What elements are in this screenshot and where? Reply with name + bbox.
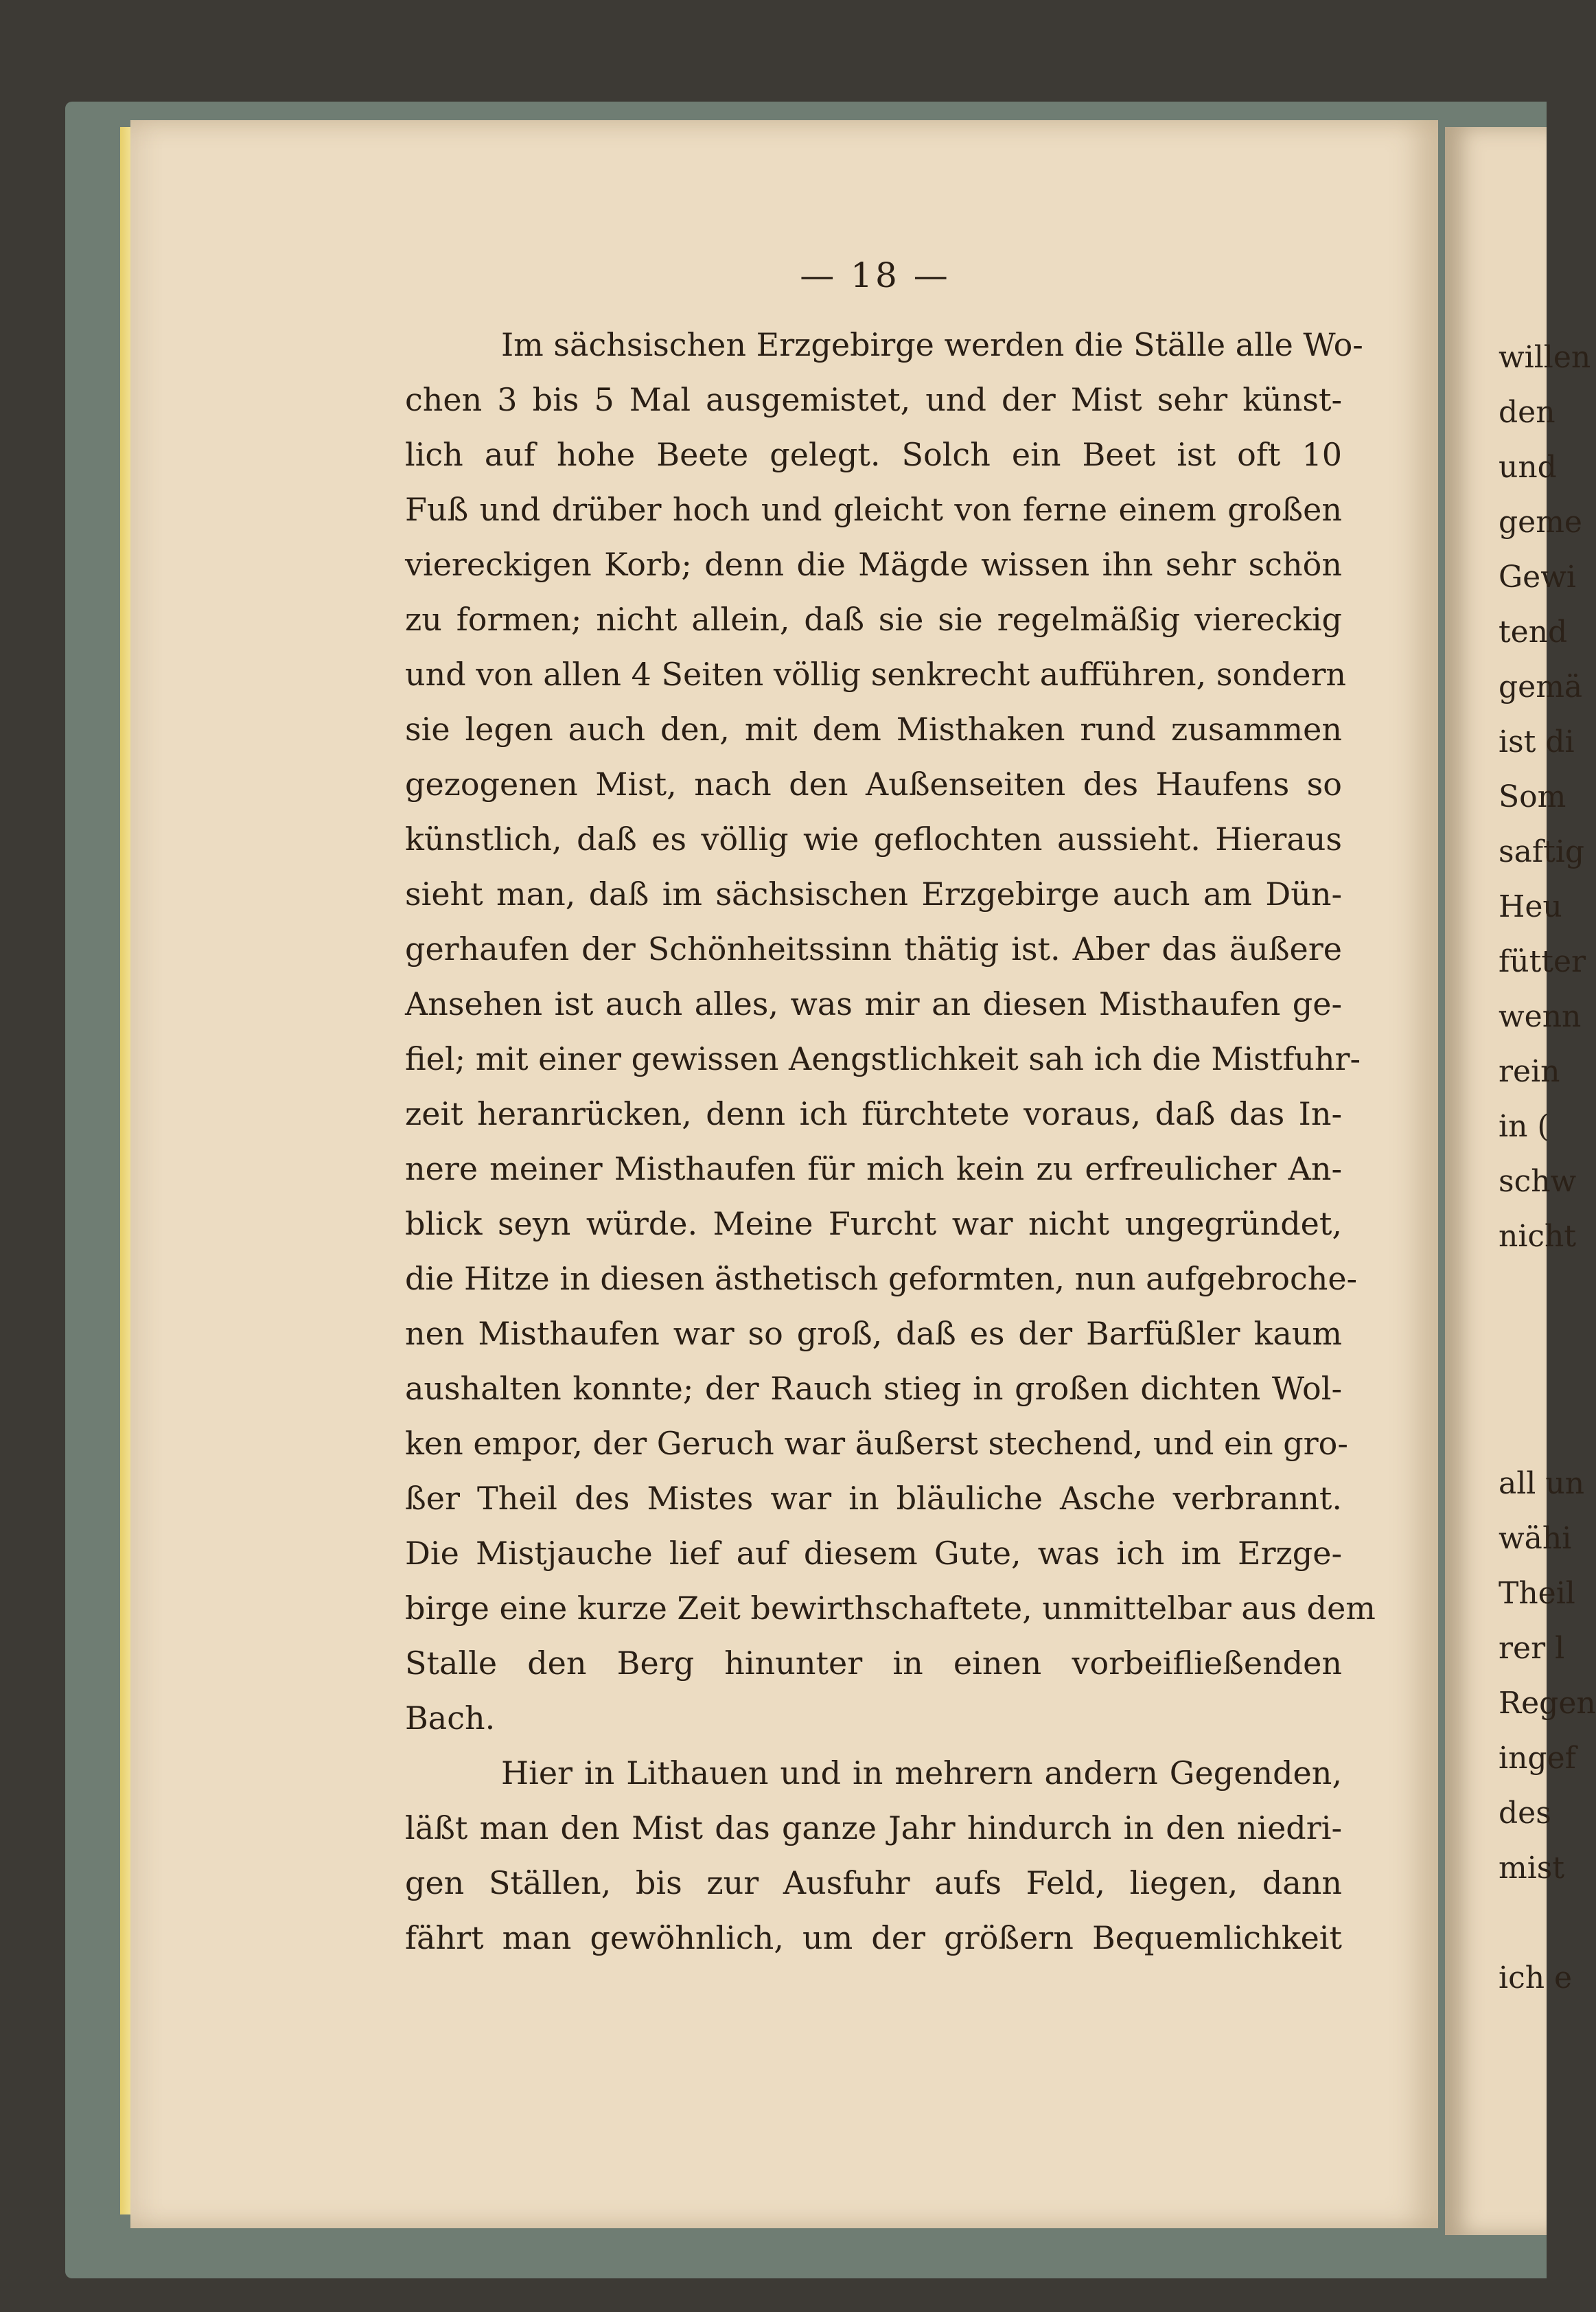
right-page-fragment: mist: [1499, 1851, 1565, 1886]
text-line: Bach.: [405, 1699, 496, 1737]
right-page-fragment: fütter: [1499, 944, 1586, 979]
text-line: zu formen; nicht allein, daß sie sie regelmäßig viereckig: [405, 601, 1342, 638]
text-line: sie legen auch den, mit dem Misthaken rund zusammen: [405, 711, 1342, 748]
right-page-fragment: rer l: [1499, 1631, 1565, 1666]
text-line: Die Mistjauche lief auf diesem Gute, was ich im Erzge-: [405, 1535, 1342, 1572]
text-line: künstlich, daß es völlig wie geflochten aussieht. Hieraus: [405, 821, 1342, 858]
text-line: aushalten konnte; der Rauch stieg in großen dichten Wol-: [405, 1370, 1342, 1407]
text-line: fährt man gewöhnlich, um der größern Bequemlichkeit: [405, 1919, 1342, 1956]
right-page-fragment: Gewi: [1499, 560, 1576, 595]
text-line: läßt man den Mist das ganze Jahr hindurch in den niedri-: [405, 1809, 1342, 1846]
body-text: [405, 317, 1376, 1965]
text-line: sieht man, daß im sächsischen Erzgebirge auch am Dün-: [405, 875, 1342, 913]
text-line: Ansehen ist auch alles, was mir an diesen Misthaufen ge-: [405, 985, 1342, 1022]
text-line: Im sächsischen Erzgebirge werden die Ställe alle Wo-: [501, 326, 1363, 363]
text-line: Stalle den Berg hinunter in einen vorbeifließenden: [405, 1645, 1342, 1682]
text-line: gerhaufen der Schönheitssinn thätig ist. Aber das äußere: [405, 930, 1342, 968]
text-line: blick seyn würde. Meine Furcht war nicht ungegründet,: [405, 1205, 1342, 1242]
right-page-fragment: rein: [1499, 1054, 1560, 1089]
right-page-fragment: Regen: [1499, 1686, 1596, 1721]
text-line: und von allen 4 Seiten völlig senkrecht aufführen, sondern: [405, 656, 1347, 693]
text-line: zeit heranrücken, denn ich fürchtete voraus, daß das In-: [405, 1095, 1342, 1132]
text-line: ßer Theil des Mistes war in bläuliche Asche verbrannt.: [405, 1480, 1342, 1517]
text-line: Fuß und drüber hoch und gleicht von ferne einem großen: [405, 491, 1342, 528]
right-page-fragment: wenn: [1499, 999, 1582, 1034]
right-page-fragment: in (: [1499, 1109, 1549, 1144]
right-page-fragment: geme: [1499, 505, 1582, 540]
right-page-fragment: ist di: [1499, 724, 1575, 759]
text-line: viereckigen Korb; denn die Mägde wissen ihn sehr schön: [405, 546, 1342, 583]
right-page-fragment: wähi: [1499, 1521, 1572, 1556]
right-page-fragment: all un: [1499, 1466, 1585, 1501]
right-page-fragment: gemä: [1499, 669, 1583, 705]
right-page-edge: [1445, 127, 1596, 2235]
right-page-fragment: Heu: [1499, 889, 1562, 924]
right-page-fragment: tend: [1499, 615, 1568, 650]
right-page-fragment: nicht: [1499, 1219, 1577, 1254]
page-number: — 18 —: [800, 255, 951, 295]
text-line: ken empor, der Geruch war äußerst stechend, und ein gro-: [405, 1425, 1348, 1462]
text-line: Hier in Lithauen und in mehrern andern Gegenden,: [501, 1754, 1342, 1792]
text-line: nere meiner Misthaufen für mich kein zu erfreulicher An-: [405, 1150, 1342, 1187]
text-line: fiel; mit einer gewissen Aengstlichkeit sah ich die Mistfuhr-: [405, 1040, 1361, 1077]
text-line: gezogenen Mist, nach den Außenseiten des Haufens so: [405, 766, 1342, 803]
text-line: chen 3 bis 5 Mal ausgemistet, und der Mist sehr künst-: [405, 381, 1342, 418]
right-page-fragment: schw: [1499, 1164, 1577, 1199]
right-page-fragment: des: [1499, 1796, 1551, 1831]
text-line: nen Misthaufen war so groß, daß es der Barfüßler kaum: [405, 1315, 1342, 1352]
right-page-fragment: Theil: [1499, 1576, 1575, 1611]
text-line: gen Ställen, bis zur Ausfuhr aufs Feld, liegen, dann: [405, 1864, 1342, 1901]
text-line: birge eine kurze Zeit bewirthschaftete, unmittelbar aus dem: [405, 1590, 1376, 1627]
right-page-fragment: Som: [1499, 779, 1566, 814]
right-page-fragment: ich e: [1499, 1960, 1573, 1995]
right-page-fragment: saftig: [1499, 834, 1585, 869]
text-line: lich auf hohe Beete gelegt. Solch ein Beet ist oft 10: [405, 436, 1342, 473]
right-page-fragment: willen: [1499, 340, 1591, 375]
right-page-fragment: den: [1499, 395, 1555, 430]
right-page-fragment: ingef: [1499, 1741, 1576, 1776]
text-line: die Hitze in diesen ästhetisch geformten, nun aufgebroche-: [405, 1260, 1358, 1297]
right-page-fragment: und: [1499, 450, 1557, 485]
